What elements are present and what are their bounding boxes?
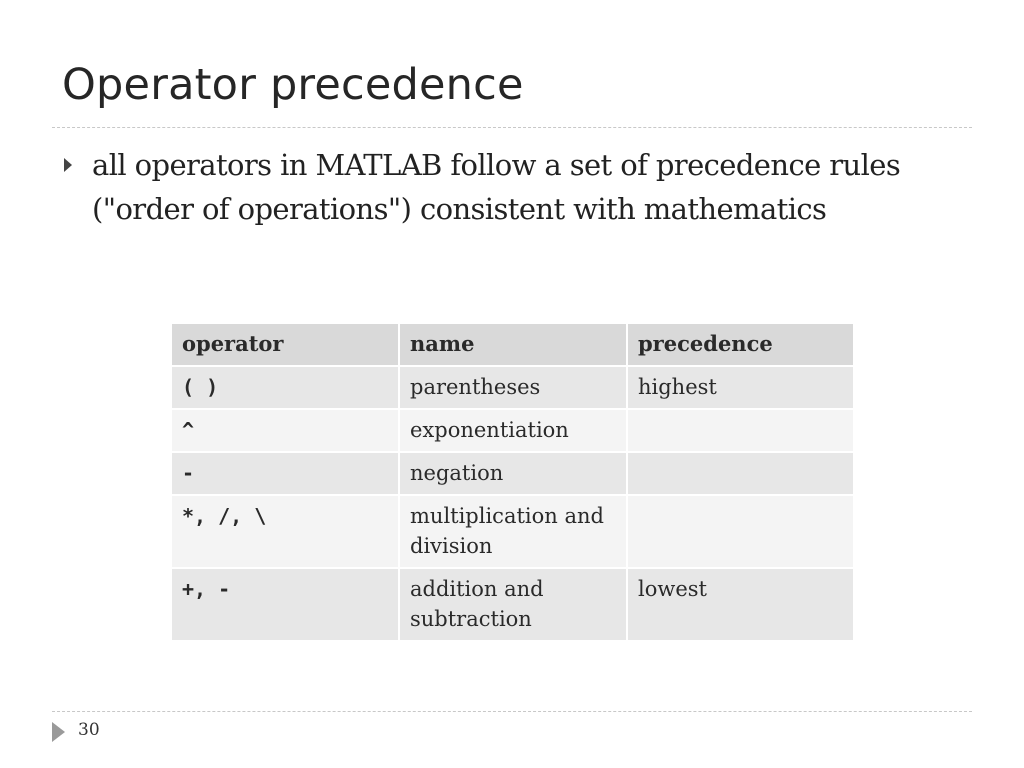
table-header-row (171, 323, 854, 366)
operator-cell (171, 366, 399, 409)
bullet-arrow-icon (64, 158, 72, 172)
operator-symbol: ^ (182, 418, 195, 442)
operator-cell (171, 409, 399, 452)
operator-symbol: ( ) (182, 375, 219, 399)
bullet-text: all operators in MATLAB follow a set of precedence rules ("order of operations") consistent with mathematics (92, 148, 901, 226)
page-number: 30 (78, 720, 100, 740)
name-cell: exponentiation (399, 409, 627, 452)
title-divider (52, 127, 972, 128)
header-operator: operator (171, 323, 399, 366)
table-row (171, 495, 854, 568)
header-name: name (399, 323, 627, 366)
operator-cell (171, 452, 399, 495)
precedence-cell: highest (627, 366, 854, 409)
operator-symbol: - (182, 461, 195, 485)
operator-symbol: +, - (182, 577, 231, 601)
name-cell: parentheses (399, 366, 627, 409)
table-row (171, 366, 854, 409)
table-row (171, 568, 854, 641)
precedence-cell: lowest (627, 568, 854, 641)
slide-title: Operator precedence (62, 60, 524, 110)
table-row (171, 409, 854, 452)
name-cell: negation (399, 452, 627, 495)
table-row (171, 452, 854, 495)
precedence-cell (627, 452, 854, 495)
name-cell: addition and subtraction (399, 568, 627, 641)
operator-cell (171, 568, 399, 641)
operator-cell (171, 495, 399, 568)
footer-arrow-icon (52, 722, 65, 742)
header-precedence: precedence (627, 323, 854, 366)
name-cell: multiplication and division (399, 495, 627, 568)
precedence-cell (627, 495, 854, 568)
precedence-table (170, 322, 855, 642)
operator-symbol: *, /, \ (182, 504, 267, 528)
footer-divider (52, 711, 972, 712)
precedence-cell (627, 409, 854, 452)
